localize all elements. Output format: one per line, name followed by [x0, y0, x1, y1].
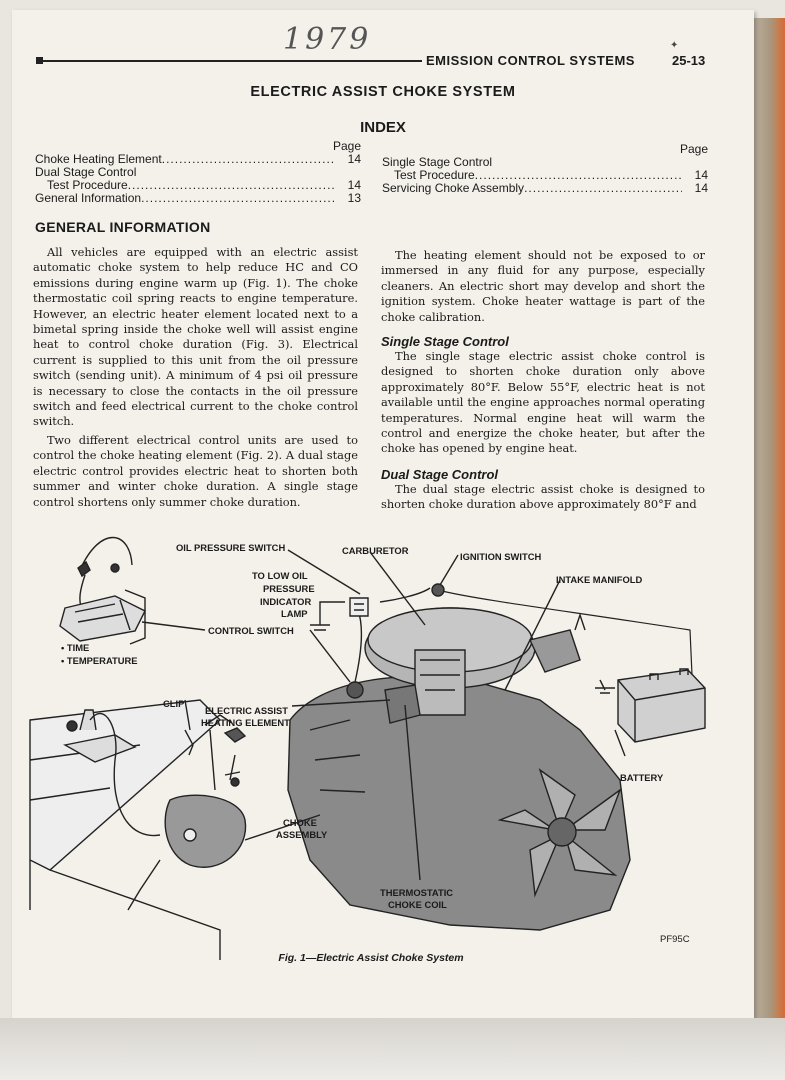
label-oil-pressure-switch: OIL PRESSURE SWITCH	[176, 542, 286, 553]
label-ignition-switch: IGNITION SWITCH	[460, 551, 542, 562]
battery-icon	[618, 670, 705, 742]
label-lamp: LAMP	[281, 608, 308, 619]
index-page-label: Page	[332, 139, 361, 153]
label-electric-assist: ELECTRIC ASSIST	[205, 705, 288, 716]
general-information-heading: GENERAL INFORMATION	[35, 219, 211, 235]
control-switch-icon	[60, 596, 145, 641]
single-stage-heading: Single Stage Control	[381, 334, 509, 349]
index-right-column	[382, 143, 708, 195]
label-choke: CHOKE	[283, 817, 317, 828]
label-temperature: • TEMPERATURE	[61, 655, 138, 666]
header-ink-mark: ✦	[670, 40, 679, 51]
handwritten-year: 1979	[283, 22, 372, 57]
dual-stage-paragraph: The dual stage electric assist choke is designed to shorten choke duration above approximately 80°F and	[381, 482, 705, 512]
index-entry: Dual Stage Control	[35, 165, 137, 179]
running-header-page: 25-13	[672, 53, 706, 68]
label-heating-element: HEATING ELEMENT	[201, 717, 290, 728]
index-heading: INDEX	[360, 119, 406, 136]
page-title: ELECTRIC ASSIST CHOKE SYSTEM	[250, 84, 516, 100]
index-entry: General Information ..... 13	[35, 192, 361, 205]
index-entry: Test Procedure ..... 14	[35, 179, 361, 192]
label-time: • TIME	[61, 642, 90, 653]
label-to-low-oil: TO LOW OIL	[252, 570, 308, 581]
label-carburetor: CARBURETOR	[342, 545, 409, 556]
oil-pressure-switch-icon	[350, 598, 368, 616]
label-indicator: INDICATOR	[260, 596, 312, 607]
index-entry: Single Stage Control	[382, 155, 493, 169]
dual-stage-heading: Dual Stage Control	[381, 467, 499, 482]
index-left-column	[35, 140, 361, 205]
label-control-switch: CONTROL SWITCH	[208, 625, 294, 636]
scanner-background	[0, 1018, 785, 1080]
choke-assembly-icon	[165, 795, 245, 867]
general-info-paragraph-3: The heating element should not be exposed to or immersed in any fluid for any purpose, especially cleaners. An electric short may develop and short the ignition system. Choke heater wattage is part of the choke calibration.	[381, 248, 705, 324]
index-entry: Choke Heating Element ..... 14	[35, 153, 361, 166]
label-assembly: ASSEMBLY	[276, 829, 328, 840]
figure-id: PF95C	[660, 934, 690, 945]
label-intake-manifold: INTAKE MANIFOLD	[556, 574, 643, 585]
label-clip: CLIP	[163, 698, 185, 709]
label-thermostatic: THERMOSTATIC	[380, 887, 454, 898]
general-info-paragraph-1: All vehicles are equipped with an electric assist automatic choke system to help reduce HC and CO emissions during engine warm up (Fig. 1). The choke thermostatic coil spring reacts to engine temperature. However, an electric heater element located next to a bimetal spring inside the choke well will assist engine heat to control choke duration (Fig. 3). Electrical current is supplied to this unit from the oil pressure switch (sending unit). A minimum of 4 psi oil pressure is necessary to close the contacts in the oil pressure switch and feed electrical current to the choke control switch.	[33, 245, 358, 429]
label-battery: BATTERY	[620, 772, 664, 783]
label-choke-coil: CHOKE COIL	[388, 899, 447, 910]
single-stage-paragraph: The single stage electric assist choke control is designed to shorten choke duration only above approximately 80°F. Below 55°F, electric heat is not available until the engine approaches normal operating temperatures. Normal engine heat will warm the control and energize the choke heater, but after the choke has opened by engine heat.	[381, 349, 705, 456]
index-entry: Servicing Choke Assembly ..... 14	[382, 182, 708, 195]
running-header-section: EMISSION CONTROL SYSTEMS	[426, 53, 635, 68]
ignition-switch-icon	[432, 584, 444, 596]
figure-caption: Fig. 1—Electric Assist Choke System	[278, 952, 464, 964]
general-info-paragraph-2: Two different electrical control units are used to control the choke heating element (Fig. 2). A dual stage electric control provides electric heat to shorten both summer and winter choke duration. A single stage control shortens only summer choke duration.	[33, 433, 358, 509]
figure-illustration	[20, 530, 740, 970]
index-page-label: Page	[679, 142, 708, 156]
label-pressure: PRESSURE	[263, 583, 315, 594]
title-area	[12, 0, 754, 120]
index-entry: Test Procedure ..... 14	[382, 169, 708, 182]
